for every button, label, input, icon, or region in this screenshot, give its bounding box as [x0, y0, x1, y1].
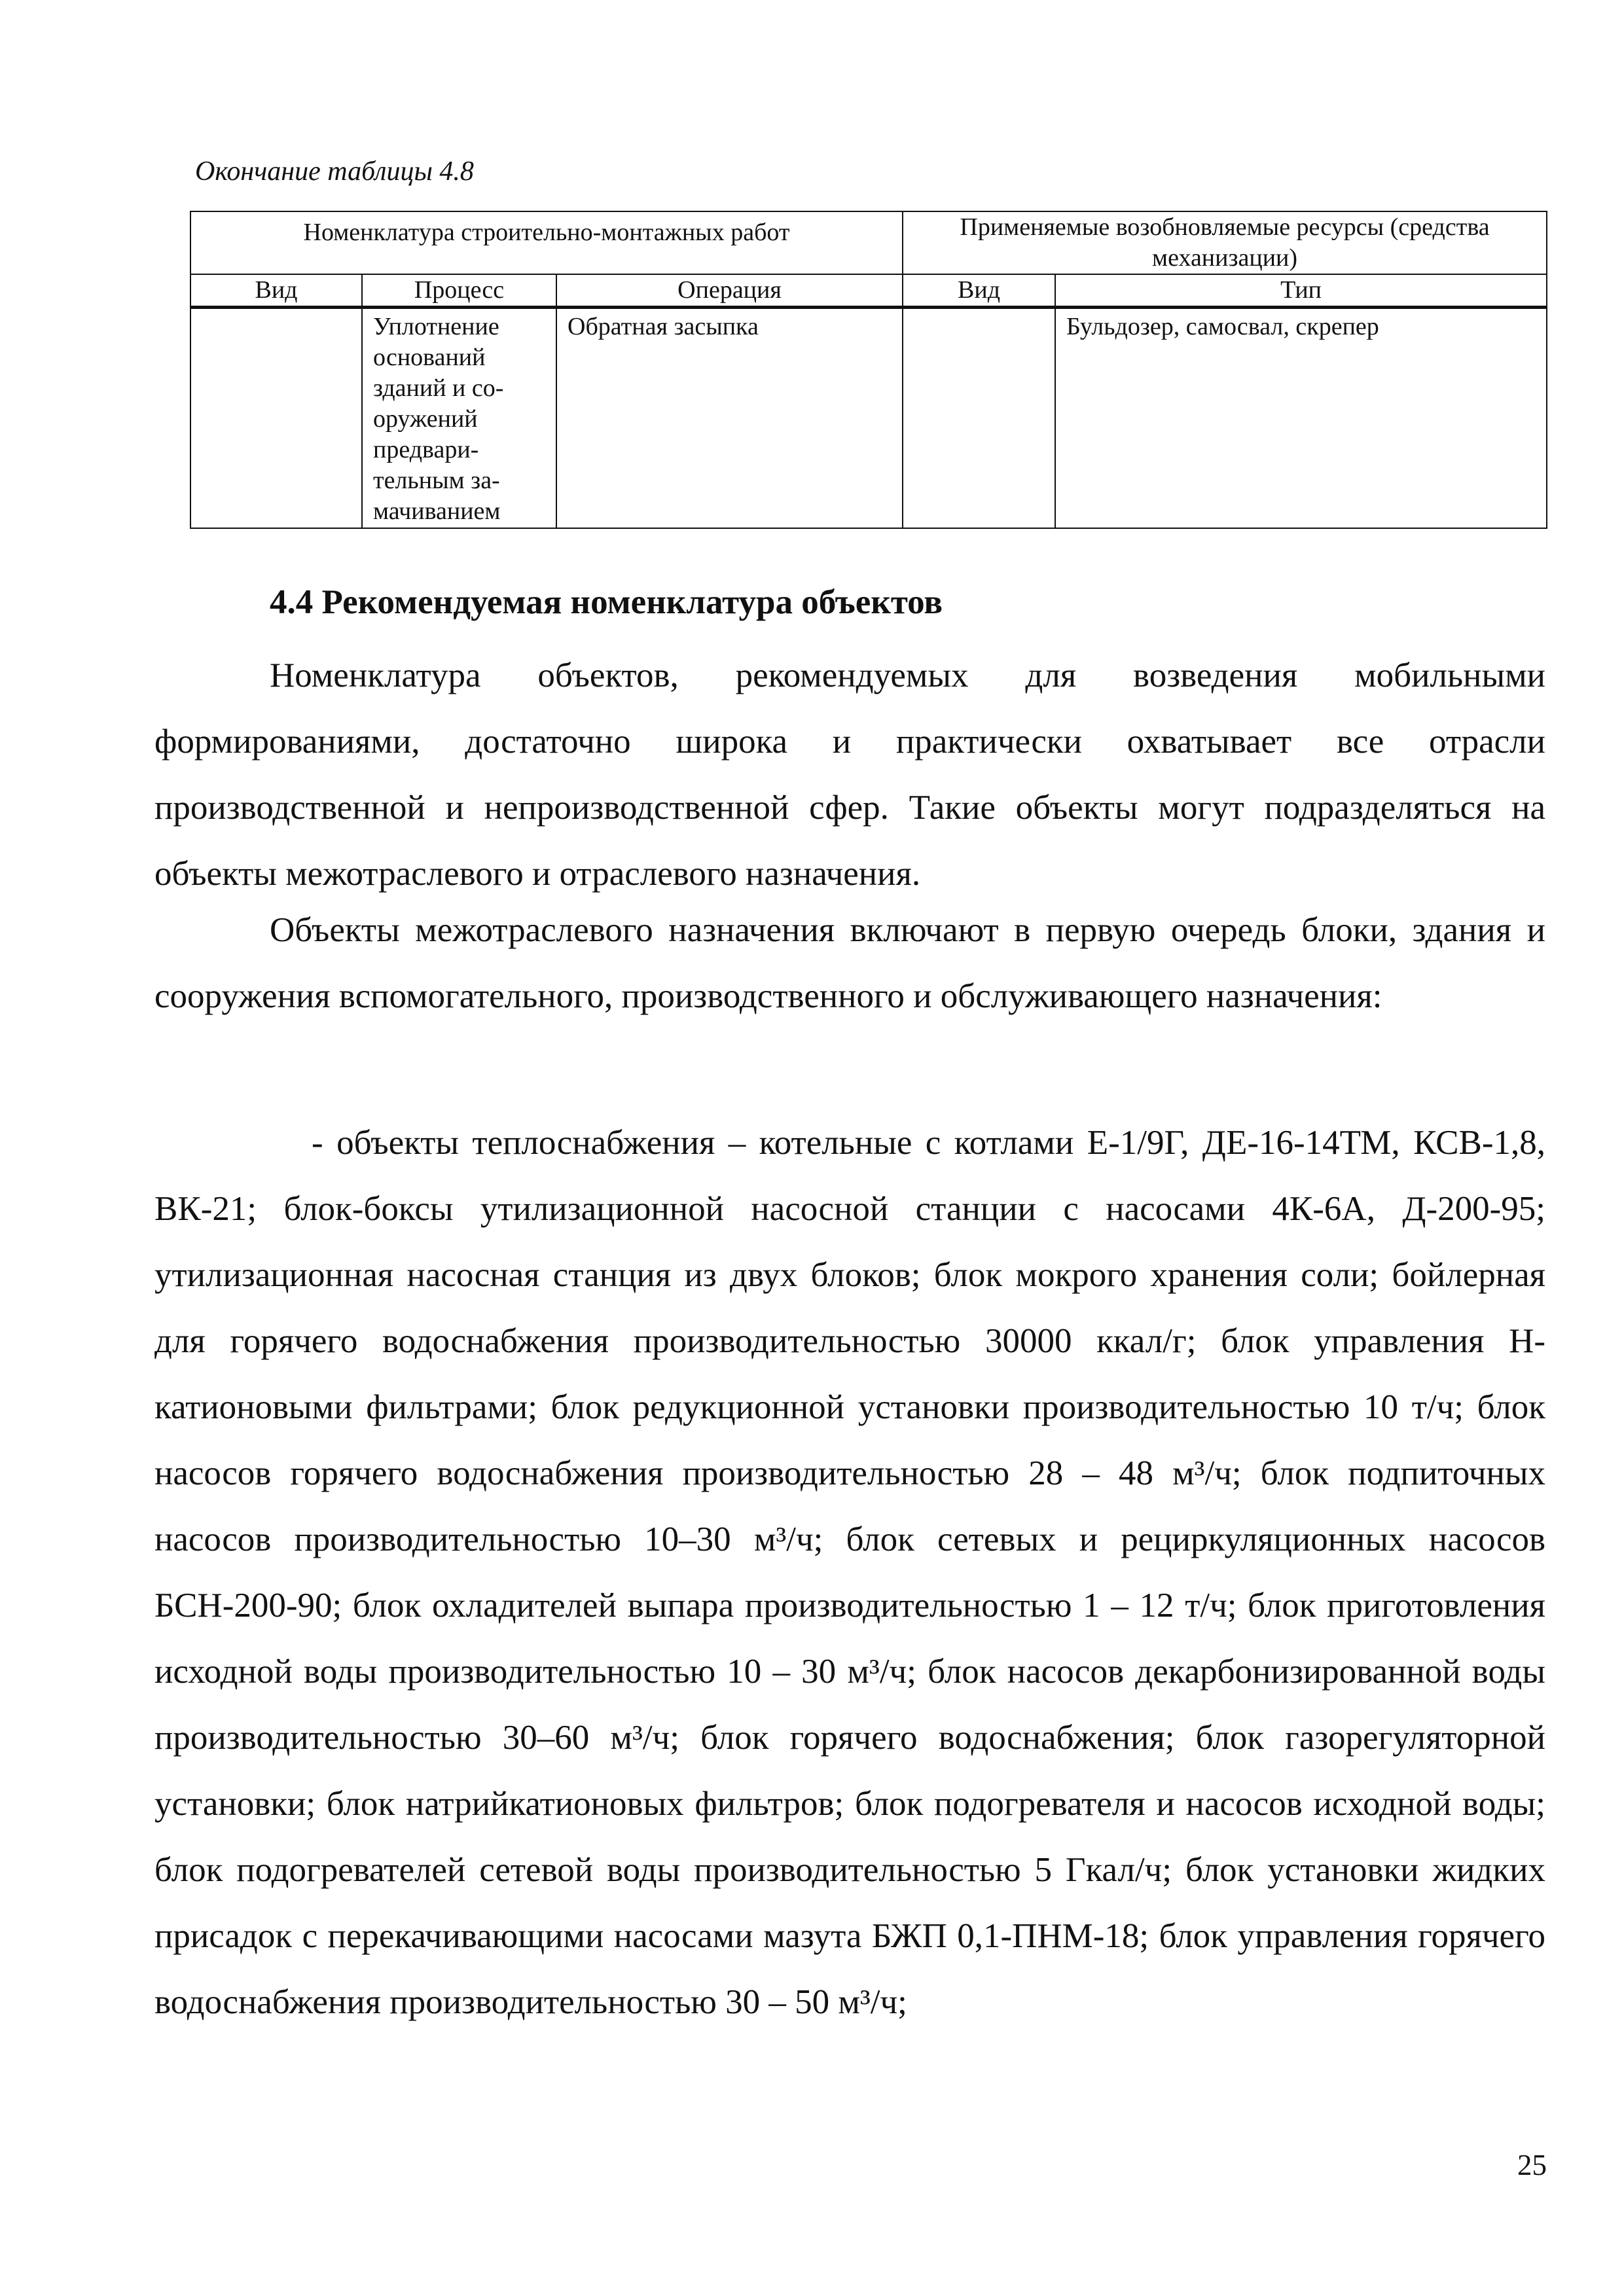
paragraph-text: - объекты теплоснабжения – котельные с котлами Е-1/9Г, ДЕ-16-14ТМ, КСВ-1,8, ВК-21; блок-боксы утилизационной насосной станции с насосами 4К-6А, Д-200-95; утилизационная насосная станция из двух блоков; блок мокрого хранения соли; бойлерная для горячего водоснабжения производительностью 30000 ккал/г; блок управления Н-катионовыми фильтрами; блок редукционной установки производительностью 10 т/ч; блок насосов горячего водоснабжения производительностью 28 – 48 м³/ч; блок подпиточных насосов производительностью 10–30 м³/ч; блок сетевых и рециркуляционных насосов БСН-200-90; блок охладителей выпара производительностью 1 – 12 т/ч; блок приготовления исходной воды производительностью 10 – 30 м³/ч; блок насосов декарбонизированной воды производительностью 30–60 м³/ч; блок горячего водоснабжения; блок газорегуляторной установки; блок натрийкатионовых фильтров; блок подогревателя и насосов исходной воды; блок подогревателей сетевой воды производительностью 5 Гкал/ч; блок установки жидких присадок с перекачивающими насосами мазута БЖП 0,1-ПНМ-18; блок управления горячего водоснабжения производительностью 30 – 50 м³/ч;	[154, 1124, 1545, 2021]
cell-type: Бульдозер, самосвал, скрепер	[1055, 308, 1547, 529]
paragraph-objects-nomenclature	[154, 643, 1545, 907]
cell-vid	[190, 308, 362, 529]
cell-process-text: Уплотнение оснований зданий и со-оружений предвари-тельным за-мачиванием	[373, 313, 504, 525]
paragraph-intersectoral-objects	[154, 897, 1545, 1030]
section-title: 4.4 Рекомендуемая номенклатура объектов	[270, 583, 943, 621]
cell-process	[362, 308, 556, 529]
page-number: 25	[1517, 2149, 1547, 2181]
table-row	[190, 308, 1547, 529]
header-vid: Вид	[190, 274, 362, 308]
header-renewable-resources: Применяемые возобновляемые ресурсы (средства механизации)	[903, 211, 1547, 274]
paragraph-heat-supply-objects	[154, 1110, 1545, 2036]
header-works-nomenclature: Номенклатура строительно-монтажных работ	[190, 211, 903, 274]
table-caption: Окончание таблицы 4.8	[195, 156, 474, 187]
header-operation: Операция	[556, 274, 903, 308]
cell-operation: Обратная засыпка	[556, 308, 903, 529]
header-vid-resources: Вид	[903, 274, 1055, 308]
header-type: Тип	[1055, 274, 1547, 308]
cell-vid-resources	[903, 308, 1055, 529]
header-process: Процесс	[362, 274, 556, 308]
paragraph-text: Номенклатура объектов, рекомендуемых для возведения мобильными формированиями, достаточно широка и практически охватывает все отрасли производственной и непроизводственной сфер. Такие объекты могут подразделяться на объекты межотраслевого и отраслевого назначения.	[154, 656, 1545, 893]
table-column-header-row	[190, 274, 1547, 308]
resources-table	[190, 211, 1547, 529]
table-group-header-row	[190, 211, 1547, 274]
paragraph-text: Объекты межотраслевого назначения включают в первую очередь блоки, здания и сооружения вспомогательного, производственного и обслуживающего назначения:	[154, 911, 1545, 1015]
